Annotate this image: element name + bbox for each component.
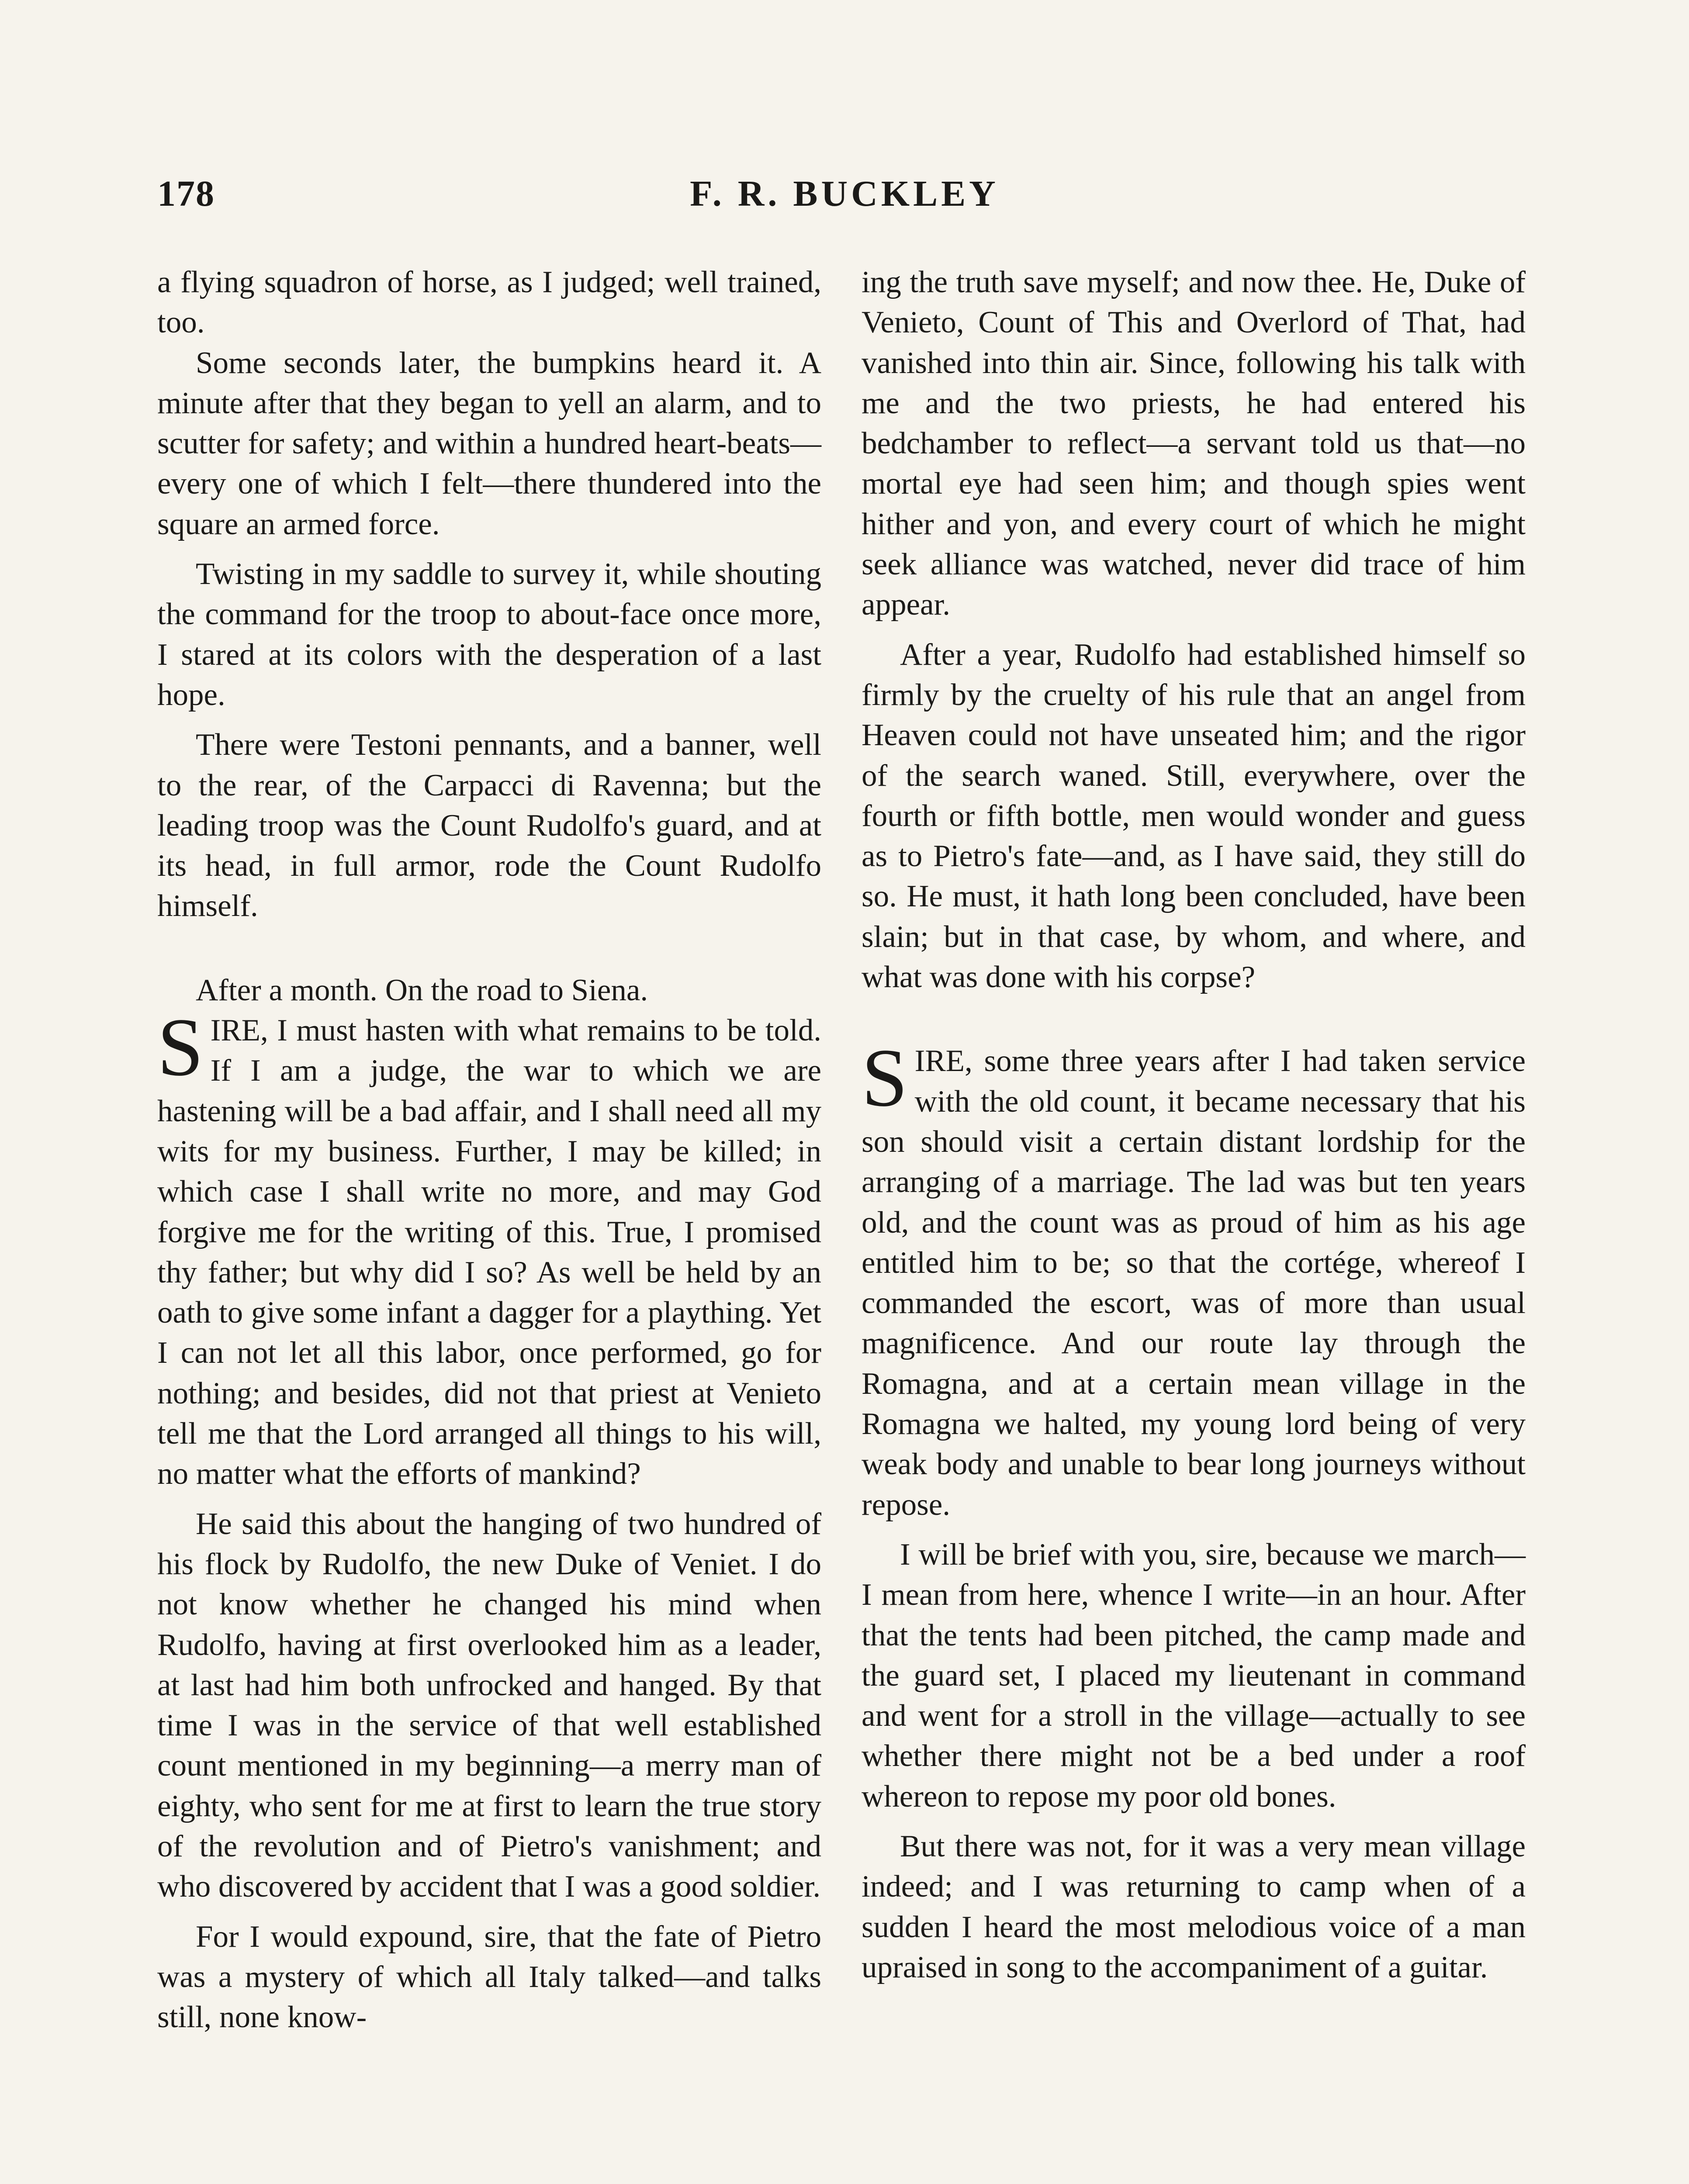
paragraph-text: IRE, I must hasten with what remains to be told. If I am a judge, the war to which we are hastening will be a bad affair, and I shall need all my wits for my business. Further, I may be killed; in which case I shall write no more, and may God forgive me for the writing of this. True, I promised thy father; but why did I so? As well be held by an oath to give some infant a dagger for a plaything. Yet I can not let all this labor, once performed, go for nothing; and besides, did not that priest at Venieto tell me that the Lord arranged all things to his will, no matter what the efforts of mankind? [157,1013,821,1491]
drop-cap: S [157,1002,204,1094]
paragraph: There were Testoni pennants, and a banner, well to the rear, of the Carpacci di Ravenna; but the leading troop was the Count Rudolfo's guard, and at its head, in full armor, rode the Count Rudolfo himself. [157,728,821,923]
paragraph: After a year, Rudolfo had established himself so firmly by the cruelty of his rule that an angel from Heaven could not have unseated him; and the rigor of the search waned. Still, everywhere, over the fourth or fifth bottle, men would wonder and guess as to Pietro's fate—and, as I have said, they still do so. He must, it hath long been concluded, have been slain; but in that case, by whom, and where, and what was done with his corpse? [862,637,1526,995]
drop-cap: S [862,1032,908,1124]
paragraph: a flying squadron of horse, as I judged; well trained, too. [157,265,821,340]
left-column [157,262,821,2037]
dateline: After a month. On the road to Siena. [196,973,648,1007]
paragraph-text: IRE, some three years after I had taken service with the old count, it became necessary that his son should visit a certain distant lordship for the arranging of a marriage. The lad was but ten years old, and the count was as proud of him as his age entitled him to be; so that the cortége, whereof I commanded the escort, was of more than usual magnificence. And our route lay through the Romagna, and at a certain mean village in the Romagna we halted, my young lord being of very weak body and unable to bear long journeys without repose. [862,1044,1526,1522]
page-number: 178 [157,173,215,214]
paragraph: Some seconds later, the bumpkins heard it. A minute after that they began to yell an alarm, and to scutter for safety; and within a hundred heart-beats—every one of which I felt—there thundered into the square an armed force. [157,346,821,541]
paragraph: ing the truth save myself; and now thee. He, Duke of Venieto, Count of This and Overlord of That, had vanished into thin air. Since, following his talk with me and the two priests, he had entered his bedchamber to reflect—a servant told us that—no mortal eye had seen him; and though spies went hither and yon, and every court of which he might seek alliance was watched, never did trace of him appear. [862,265,1526,622]
running-head: F. R. BUCKLEY [690,173,999,214]
paragraph: Twisting in my saddle to survey it, while shouting the command for the troop to about-face once more, I stared at its colors with the desperation of a last hope. [157,557,821,712]
page-header [0,173,1689,229]
paragraph: I will be brief with you, sire, because we march—I mean from here, whence I write—in an hour. After that the tents had been pitched, the camp made and the guard set, I placed my lieutenant in command and went for a stroll in the village—actually to see whether there might not be a bed under a roof whereon to repose my poor old bones. [862,1537,1526,1814]
paragraph: He said this about the hanging of two hundred of his flock by Rudolfo, the new Duke of Veniet. I do not know whether he changed his mind when Rudolfo, having at first overlooked him as a leader, at last had him both unfrocked and hanged. By that time I was in the service of that well established count mentioned in my beginning—a merry man of eighty, who sent for me at first to learn the true story of the revolution and of Pietro's vanishment; and who discovered by accident that I was a good soldier. [157,1507,821,1904]
paragraph-dropcap [862,1032,1526,1525]
right-column [862,262,1526,1987]
paragraph: But there was not, for it was a very mean village indeed; and I was returning to camp when of a sudden I heard the most melodious voice of a man upraised in song to the accompaniment of a guitar. [862,1829,1526,1984]
paragraph-dropcap [157,1002,821,1494]
paragraph: For I would expound, sire, that the fate of Pietro was a mystery of which all Italy talked—and talks still, none know- [157,1919,821,2035]
